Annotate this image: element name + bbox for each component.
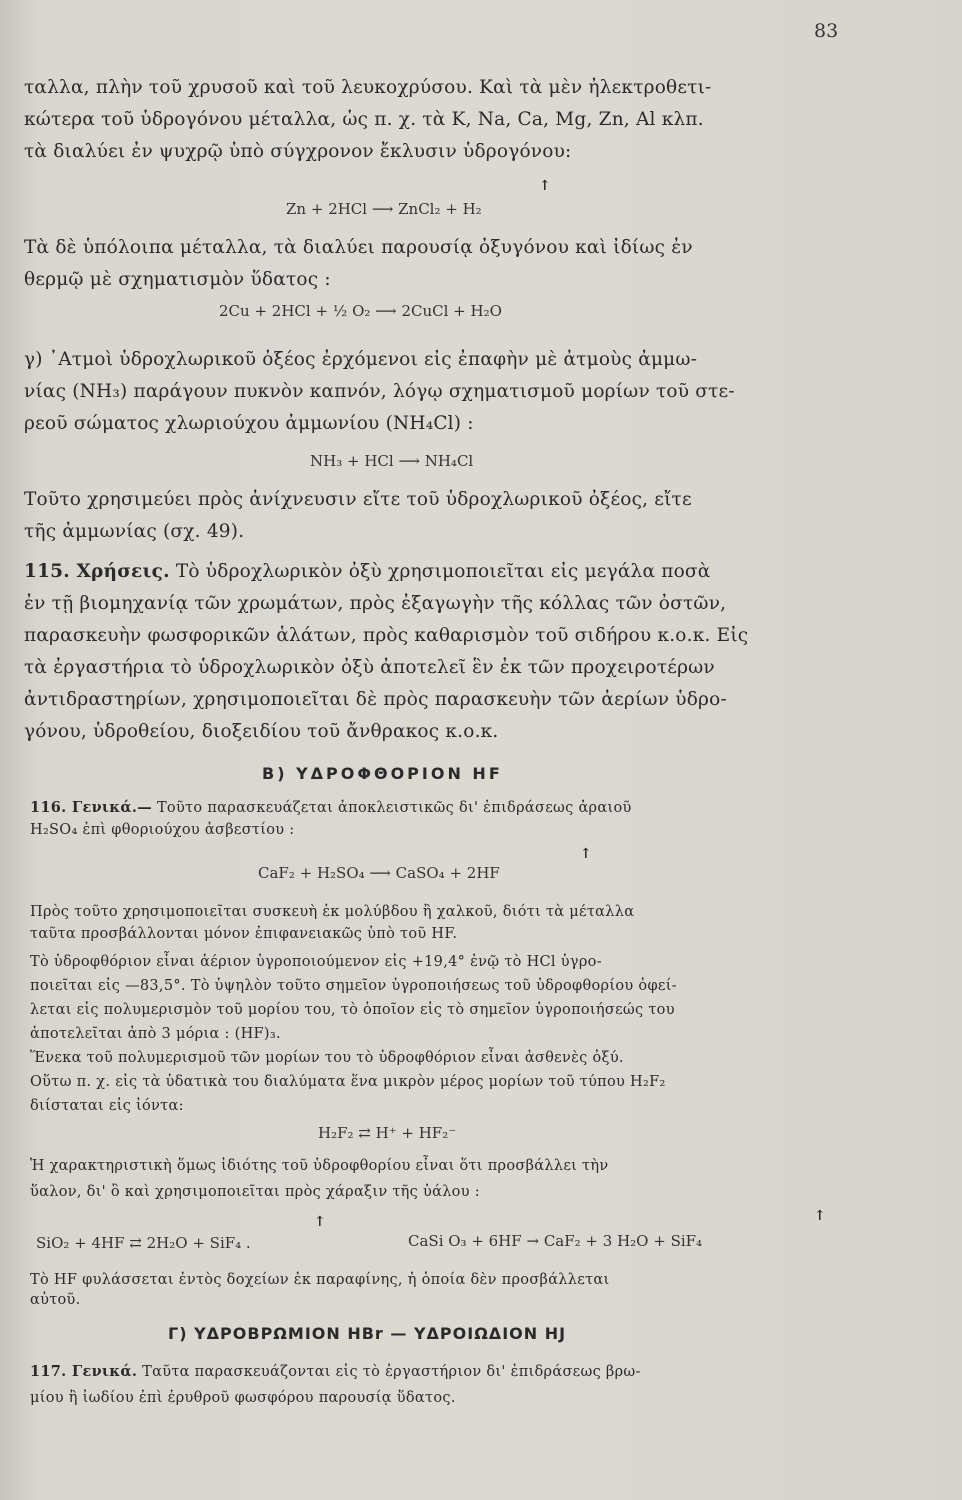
equation: 2Cu + 2HCl + ½ O₂ ⟶ 2CuCl + H₂O bbox=[219, 302, 502, 320]
text-line: Τὸ ὑδροφθόριον εἶναι ἀέριον ὑγροποιούμενον εἰς +19,4° ἐνῷ τὸ HCl ὑγρο- bbox=[30, 954, 602, 970]
text-line: Τὸ HF φυλάσσεται ἐντὸς δοχείων ἐκ παραφίνης, ἡ ὁποία δὲν προσβάλλεται bbox=[30, 1272, 610, 1288]
section-heading: 117. Γενικά. bbox=[30, 1363, 138, 1380]
text-line: 117. Γενικά. Ταῦτα παρασκευάζονται εἰς τὸ ἐργαστήριον δι' ἐπιδράσεως βρω- bbox=[30, 1363, 641, 1380]
text-line: νίας (NH₃) παράγουν πυκνὸν καπνόν, λόγῳ σχηματισμοῦ μορίων τοῦ στε- bbox=[24, 381, 735, 402]
text-line: 115. Χρήσεις. Τὸ ὑδροχλωρικὸν ὀξὺ χρησιμοποιεῖται εἰς μεγάλα ποσὰ bbox=[24, 561, 711, 582]
text-line: λεται εἰς πολυμερισμὸν τοῦ μορίου του, τὸ ὁποῖον εἰς τὸ σημεῖον ὑγροποιήσεώς του bbox=[30, 1002, 675, 1018]
text-line: ποιεῖται εἰς —83,5°. Τὸ ὑψηλὸν τοῦτο σημεῖον ὑγροποιήσεως τοῦ ὑδροφθορίου ὀφεί- bbox=[30, 978, 677, 994]
text-line: ταῦτα προσβάλλονται μόνον ἐπιφανειακῶς ὑπὸ τοῦ HF. bbox=[30, 926, 458, 942]
gas-arrow-icon: ↑ bbox=[580, 846, 592, 862]
page-number: 83 bbox=[814, 20, 839, 42]
gas-arrow-icon: ↑ bbox=[539, 178, 551, 194]
text-line: γ) ᾿Ατμοὶ ὑδροχλωρικοῦ ὀξέος ἐρχόμενοι εἰς ἐπαφὴν μὲ ἀτμοὺς ἀμμω- bbox=[24, 349, 698, 370]
text-line: παρασκευὴν φωσφορικῶν ἁλάτων, πρὸς καθαρισμὸν τοῦ σιδήρου κ.ο.κ. Εἰς bbox=[24, 625, 749, 646]
text-line: Οὕτω π. χ. εἰς τὰ ὑδατικὰ του διαλύματα ἕνα μικρὸν μέρος μορίων τοῦ τύπου H₂F₂ bbox=[30, 1074, 666, 1090]
text-line: ἀντιδραστηρίων, χρησιμοποιεῖται δὲ πρὸς παρασκευὴν τῶν ἀερίων ὑδρο- bbox=[24, 689, 727, 710]
text-line: 116. Γενικά.— Τοῦτο παρασκευάζεται ἀποκλειστικῶς δι' ἐπιδράσεως ἀραιοῦ bbox=[30, 799, 632, 816]
equation: H₂F₂ ⇄ H⁺ + HF₂⁻ bbox=[318, 1124, 457, 1142]
text-line: τὰ ἐργαστήρια τὸ ὑδροχλωρικὸν ὀξὺ ἀποτελεῖ ἓν ἐκ τῶν προχειροτέρων bbox=[24, 657, 715, 678]
text-line: Τοῦτο χρησιμεύει πρὸς ἀνίχνευσιν εἴτε τοῦ ὑδροχλωρικοῦ ὀξέος, εἴτε bbox=[24, 489, 692, 510]
text-line: τὰ διαλύει ἐν ψυχρῷ ὑπὸ σύγχρονον ἔκλυσιν ὑδρογόνου: bbox=[24, 141, 572, 162]
text-line: γόνου, ὑδροθείου, διοξειδίου τοῦ ἄνθρακος κ.ο.κ. bbox=[24, 721, 499, 742]
text-line: αὐτοῦ. bbox=[30, 1292, 81, 1308]
text-line: ρεοῦ σώματος χλωριούχου ἀμμωνίου (NH₄Cl) : bbox=[24, 413, 474, 434]
section-title: Γ) ΥΔΡΟΒΡΩΜΙΟΝ HBr — ΥΔΡΟΙΩΔΙΟΝ HJ bbox=[168, 1324, 567, 1343]
text-line: τῆς ἀμμωνίας (σχ. 49). bbox=[24, 521, 245, 542]
equation: CaSi O₃ + 6HF → CaF₂ + 3 H₂O + SiF₄ bbox=[408, 1232, 703, 1250]
text-line: διίσταται εἰς ἰόντα: bbox=[30, 1098, 184, 1114]
text-line: Πρὸς τοῦτο χρησιμοποιεῖται συσκευὴ ἐκ μολύβδου ἢ χαλκοῦ, διότι τὰ μέταλλα bbox=[30, 904, 635, 920]
text-line: κώτερα τοῦ ὑδρογόνου μέταλλα, ὡς π. χ. τὰ K, Na, Ca, Mg, Zn, Al κλπ. bbox=[24, 109, 704, 130]
text-line: ὕαλον, δι' ὃ καὶ χρησιμοποιεῖται πρὸς χάραξιν τῆς ὑάλου : bbox=[30, 1184, 480, 1200]
equation: CaF₂ + H₂SO₄ ⟶ CaSO₄ + 2HF bbox=[258, 864, 500, 882]
text-line: ἀποτελεῖται ἀπὸ 3 μόρια : (HF)₃. bbox=[30, 1026, 281, 1042]
equation: NH₃ + HCl ⟶ NH₄Cl bbox=[310, 452, 474, 470]
text-line: ταλλα, πλὴν τοῦ χρυσοῦ καὶ τοῦ λευκοχρύσου. Καὶ τὰ μὲν ἠλεκτροθετι- bbox=[24, 77, 712, 98]
gas-arrow-icon: ↑ bbox=[314, 1214, 326, 1230]
equation: SiO₂ + 4HF ⇄ 2H₂O + SiF₄ . bbox=[36, 1234, 251, 1252]
gas-arrow-icon: ↑ bbox=[814, 1208, 826, 1224]
text-line: θερμῷ μὲ σχηματισμὸν ὕδατος : bbox=[24, 269, 331, 290]
text-line: Τὰ δὲ ὑπόλοιπα μέταλλα, τὰ διαλύει παρουσίᾳ ὀξυγόνου καὶ ἰδίως ἐν bbox=[24, 237, 693, 258]
section-heading: 116. Γενικά.— bbox=[30, 799, 153, 816]
text-line: ἐν τῇ βιομηχανίᾳ τῶν χρωμάτων, πρὸς ἐξαγωγὴν τῆς κόλλας τῶν ὀστῶν, bbox=[24, 593, 727, 614]
text-line: H₂SO₄ ἐπὶ φθοριούχου ἀσβεστίου : bbox=[30, 822, 295, 838]
text-line: Ἕνεκα τοῦ πολυμερισμοῦ τῶν μορίων του τὸ ὑδροφθόριον εἶναι ἀσθενὲς ὀξύ. bbox=[30, 1050, 624, 1066]
section-title: Β) ΥΔΡΟΦΘΟΡΙΟΝ HF bbox=[262, 764, 503, 783]
equation: Zn + 2HCl ⟶ ZnCl₂ + H₂ bbox=[286, 200, 482, 218]
section-heading: 115. Χρήσεις. bbox=[24, 561, 170, 582]
text-line: Ἡ χαρακτηριστικὴ ὅμως ἰδιότης τοῦ ὑδροφθορίου εἶναι ὅτι προσβάλλει τὴν bbox=[30, 1158, 609, 1174]
text-line: μίου ἢ ἰωδίου ἐπὶ ἐρυθροῦ φωσφόρου παρουσίᾳ ὕδατος. bbox=[30, 1390, 456, 1406]
